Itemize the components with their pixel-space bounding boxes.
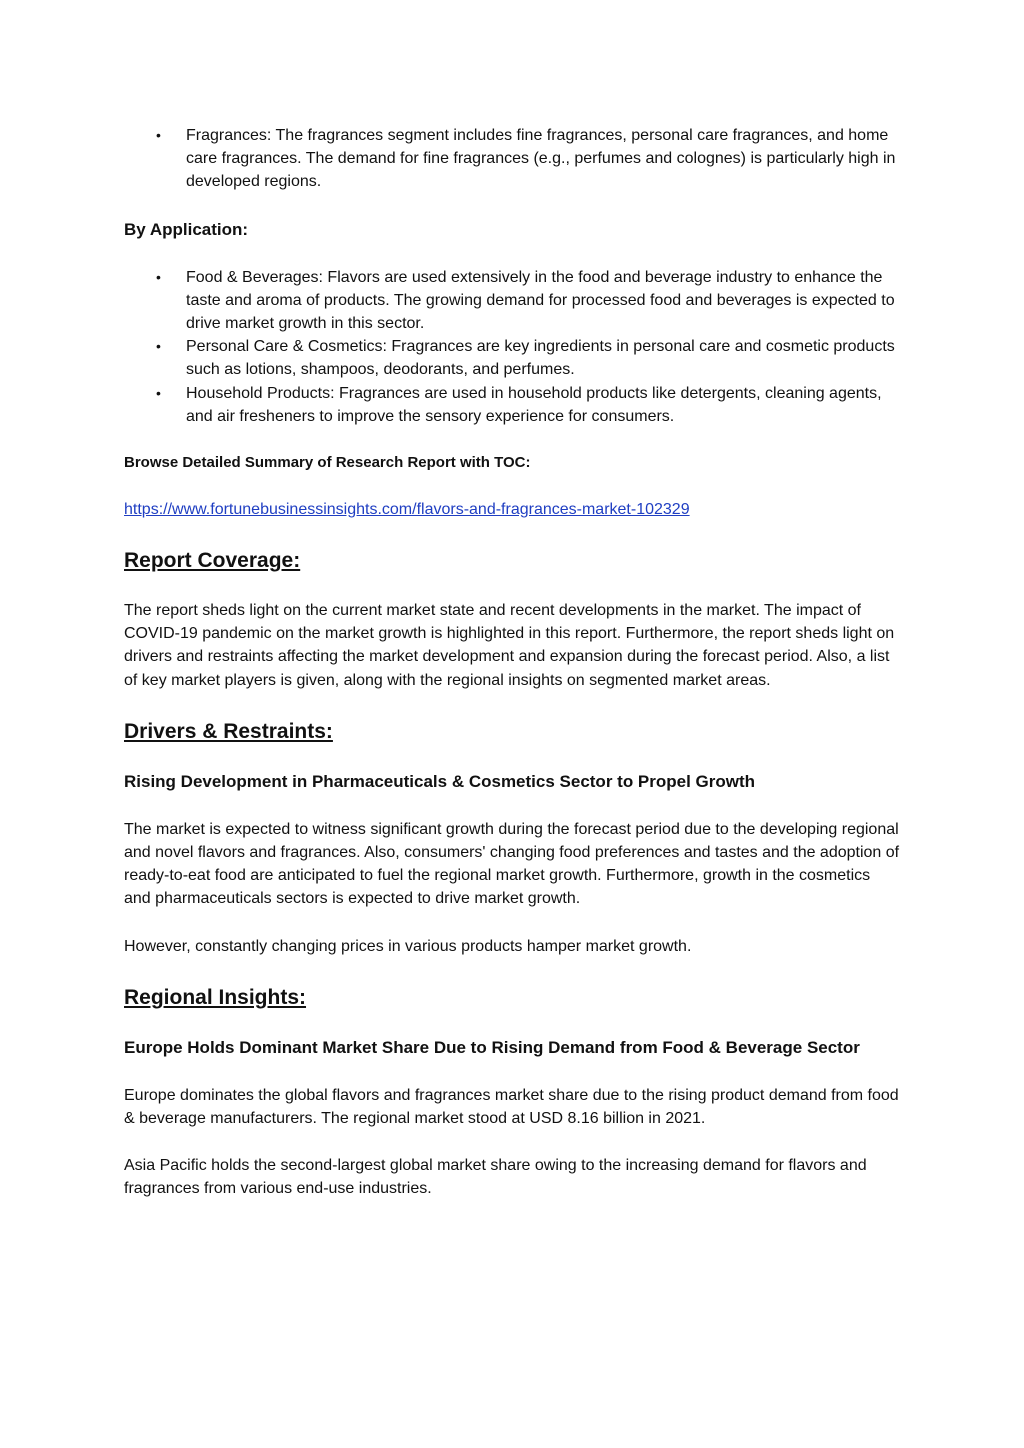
application-item-personal-care: Personal Care & Cosmetics: Fragrances are key ingredients in personal care and cosmetic products such as lotions, shampoos, deodorants, and perfumes. bbox=[186, 338, 895, 379]
europe-text: Europe dominates the global flavors and fragrances market share due to the rising product demand from food & beverage manufacturers. The regional market stood at USD 8.16 billion in 2021. bbox=[124, 1086, 899, 1128]
bullet-icon: • bbox=[156, 338, 161, 355]
fragrances-bullet-text: Fragrances: The fragrances segment includes fine fragrances, personal care fragrances, and home care fragrances. The demand for fine fragrances (e.g., perfumes and colognes) is particularly high in developed regions. bbox=[186, 127, 896, 191]
drivers-restraints-heading: Drivers & Restraints: bbox=[124, 719, 333, 743]
report-link[interactable]: https://www.fortunebusinessinsights.com/flavors-and-fragrances-market-102329 bbox=[124, 501, 690, 519]
application-item-food: Food & Beverages: Flavors are used extensively in the food and beverage industry to enhance the taste and aroma of products. The growing demand for processed food and beverages is expected to drive market growth in this sector. bbox=[186, 268, 895, 333]
drivers-subheading: Rising Development in Pharmaceuticals & Cosmetics Sector to Propel Growth bbox=[124, 771, 756, 791]
asia-pacific-text: Asia Pacific holds the second-largest global market share owing to the increasing demand for flavors and fragrances from various end-use industries. bbox=[124, 1157, 867, 1198]
bullet-icon: • bbox=[156, 268, 161, 285]
regional-subheading: Europe Holds Dominant Market Share Due to Rising Demand from Food & Beverage Sector bbox=[124, 1037, 860, 1057]
restraints-text: However, constantly changing prices in various products hamper market growth. bbox=[124, 937, 692, 955]
list-item bbox=[124, 382, 900, 428]
drivers-text: The market is expected to witness significant growth during the forecast period due to the developing regional and novel flavors and fragrances. Also, consumers' changing food preferences and tastes and the adoption of ready-to-eat food are anticipated to fuel the regional market growth. Furthermore, growth in the cosmetics and pharmaceuticals sectors is expected to drive market growth. bbox=[124, 820, 900, 908]
list-item bbox=[124, 266, 900, 336]
browse-heading: Browse Detailed Summary of Research Report with TOC: bbox=[124, 454, 531, 472]
bullet-icon: • bbox=[156, 384, 161, 401]
by-application-heading: By Application: bbox=[124, 219, 249, 239]
application-item-household: Household Products: Fragrances are used in household products like detergents, cleaning agents, and air fresheners to improve the sensory experience for consumers. bbox=[186, 384, 882, 425]
list-item bbox=[124, 124, 900, 194]
fragrances-list bbox=[124, 124, 900, 194]
document-page bbox=[124, 124, 900, 1201]
regional-insights-heading: Regional Insights: bbox=[124, 985, 307, 1009]
list-item bbox=[124, 335, 900, 381]
application-list bbox=[124, 266, 900, 428]
report-coverage-text: The report sheds light on the current market state and recent developments in the market. The impact of COVID-19 pandemic on the market growth is highlighted in this report. Furthermore, the report sheds light on drivers and restraints affecting the market development and expansion during the forecast period. Also, a list of key market players is given, along with the regional insights on segmented market areas. bbox=[124, 602, 895, 689]
bullet-icon: • bbox=[156, 127, 161, 143]
report-coverage-heading: Report Coverage: bbox=[124, 549, 301, 573]
